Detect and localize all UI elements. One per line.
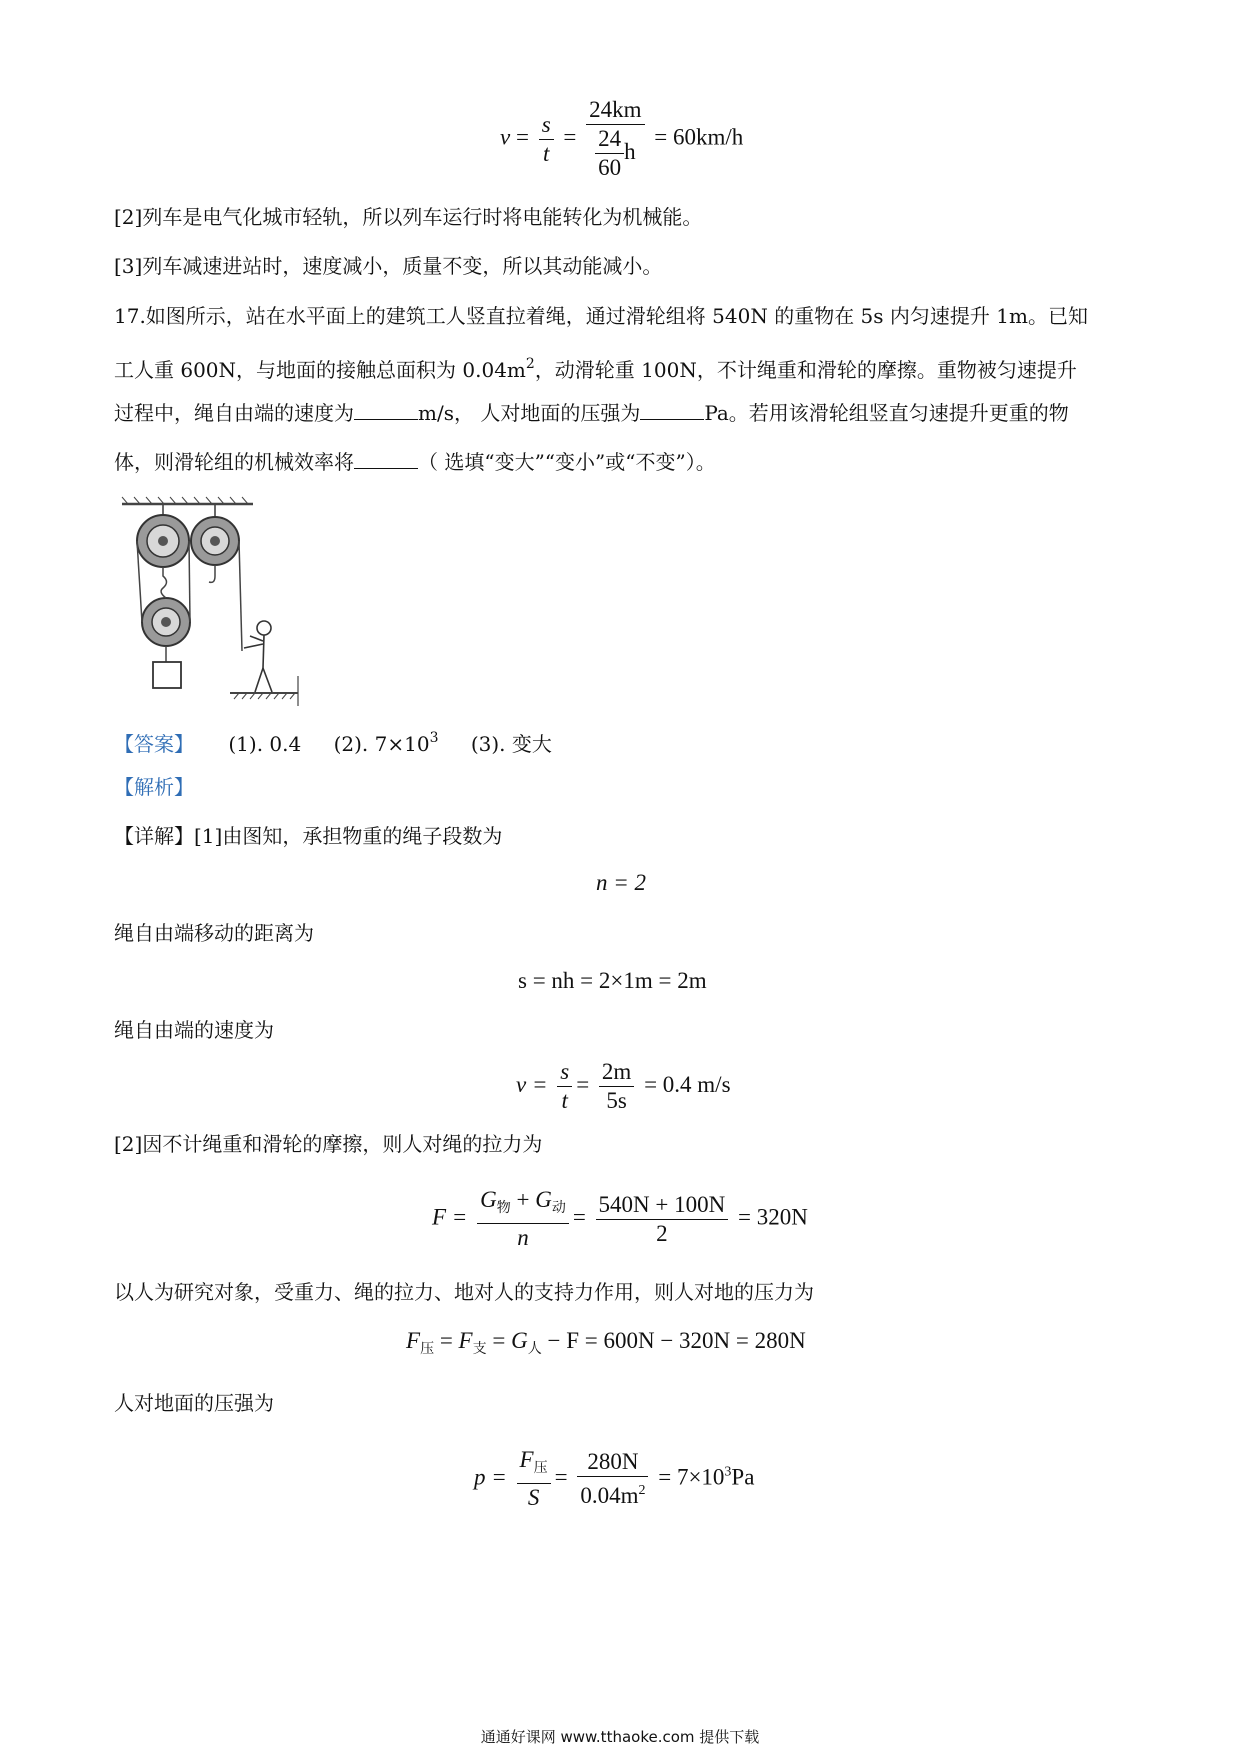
question-17-line-1: 17.如图所示，站在水平面上的建筑工人竖直拉着绳，通过滑轮组将 540N 的重物在 5s 内匀速提升 1m。已知 [114,304,1088,328]
paragraph-line-3: [3]列车减速进站时，速度减小，质量不变，所以其动能减小。 [114,254,663,278]
answer-1: (1). 0.4 [228,732,302,756]
fraction-24-60: $\frac{24}{60}$ [595,125,624,182]
paragraph-tension: [2]因不计绳重和滑轮的摩擦，则人对绳的拉力为 [114,1132,543,1156]
detail-tag: 【详解】 [114,824,194,848]
paragraph-distance: 绳自由端移动的距离为 [114,921,314,945]
worker-figure [244,621,272,692]
equation-n: n = 2 [596,870,647,895]
fraction-24km: 24km $\frac{24}{60}$ h [586,96,644,182]
answer-3: (3). 变大 [470,732,552,756]
equation-pressure: p = $\frac{F_压}{S}$ = $\frac{280N}{0.04m^2}$ = $7\times 10^3Pa$ [474,1447,755,1510]
paragraph-line-2: [2]列车是电气化城市轻轨，所以列车运行时将电能转化为机械能。 [114,205,703,229]
answer-blank-2 [640,401,704,420]
question-17-line-2: 工人重 600N，与地面的接触总面积为 $0.04m^2$，动滑轮重 100N，不计绳重和滑轮的摩擦。重物被匀速提升 [114,356,1077,382]
question-17-line-4: 体，则滑轮组的机械效率将 （ 选填“变大”“变小”或“不变”）。 [114,450,716,474]
paragraph-person: 以人为研究对象，受重力、绳的拉力、地对人的支持力作用，则人对地的压力为 [114,1280,814,1304]
question-17-line-3: 过程中，绳自由端的速度为 m/s， 人对地面的压强为 Pa。若用该滑轮组竖直匀速提升更重的物 [114,401,1069,425]
equation-velocity-rope: v = $\frac{s}{t}$ = $\frac{2m}{5s}$ = 0.4 m/s [516,1059,731,1113]
equation-s: s = nh = 2×1m = 2m [518,968,707,993]
pulley-system-diagram [118,496,318,706]
fraction-s-over-t: $\frac{s}{t}$ [539,111,554,168]
analysis-tag: 【解析】 [114,775,194,799]
var-v: v [500,124,511,150]
paragraph-pressure: 人对地面的压强为 [114,1391,274,1415]
equation-pressure-force: $F_压 = F_支 = G_人 - F = 600N - 320N = 280N$ [406,1328,806,1357]
detail-line: 【详解】[1]由图知，承担物重的绳子段数为 [114,824,503,848]
result-60kmh: = 60km/h [654,124,744,150]
paragraph-speed: 绳自由端的速度为 [114,1018,274,1042]
answer-blank-1 [354,401,418,420]
answer-blank-3 [354,450,418,469]
answer-2: (2). $7\times 10^3$ [333,730,439,756]
equation-force: F = $\frac{G_物 + G_动}{n}$ = $\frac{540N + 100N}{2}$ = 320N [432,1187,808,1250]
answer-tag: 【答案】 [114,732,194,756]
footer-text: 通通好课网 www.tthaoke.com 提供下载 [480,1728,760,1746]
answer-line [114,724,552,758]
equation-velocity-train: v = $\frac{s}{t}$ = 24km $\frac{24}{60}$ h = 60km/h [500,97,744,180]
